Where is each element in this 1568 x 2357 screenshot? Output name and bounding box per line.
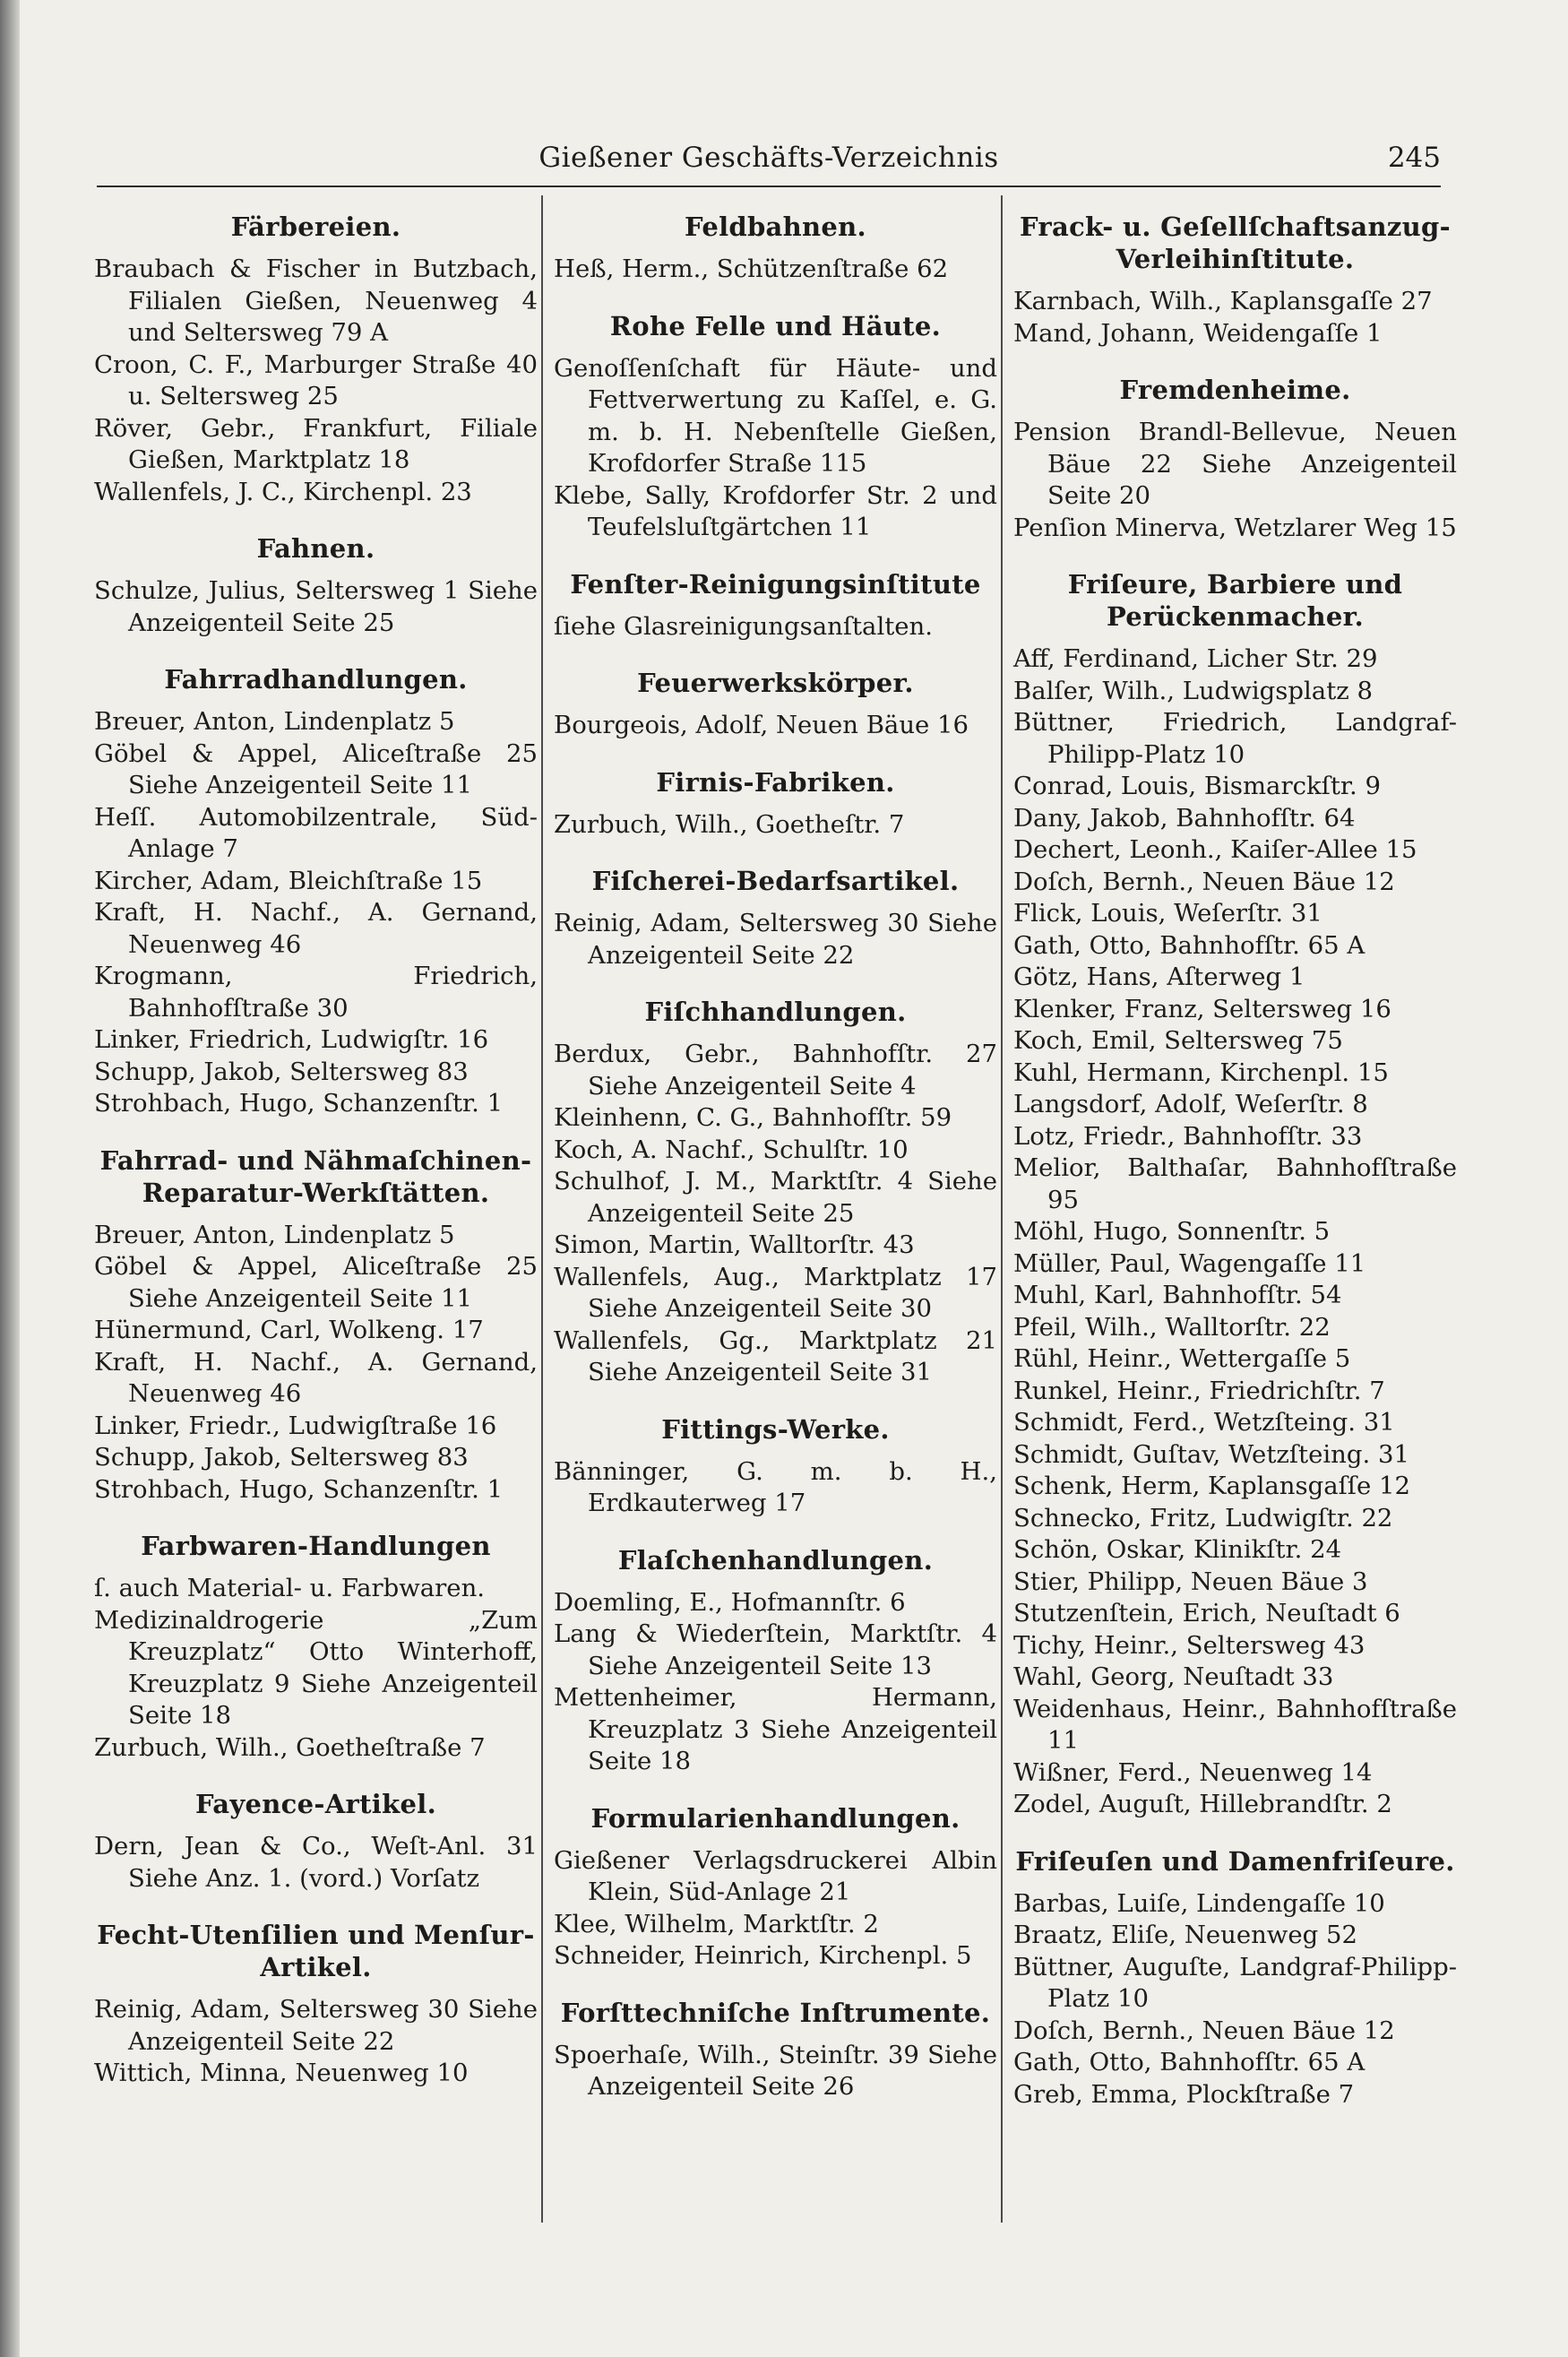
directory-entry: Klee, Wilhelm, Marktſtr. 2	[554, 1909, 879, 1938]
directory-entry: Gath, Otto, Bahnhofſtr. 65 A	[1013, 2048, 1366, 2076]
section-heading: Farbwaren-Handlungen	[141, 1531, 491, 1561]
section-heading: Firnis-Fabriken.	[656, 766, 895, 798]
page-title: Gießener Geschäfts-Verzeichnis	[538, 142, 999, 174]
directory-entry: Schmidt, Ferd., Wetzſteing. 31	[1013, 1408, 1395, 1437]
directory-section	[94, 532, 538, 639]
directory-entry: Kuhl, Hermann, Kirchenpl. 15	[1013, 1058, 1389, 1087]
directory-entry: Schulze, Julius, Seltersweg 1 Siehe Anzeigenteil Seite 25	[94, 576, 538, 637]
directory-entry: Wallenfels, J. C., Kirchenpl. 23	[94, 477, 472, 506]
directory-entry: Hünermund, Carl, Wolkeng. 17	[94, 1316, 484, 1344]
directory-entry: Spoerhaſe, Wilh., Steinſtr. 39 Siehe Anzeigenteil Seite 26	[554, 2040, 997, 2101]
section-heading: Fiſchhandlungen.	[644, 997, 907, 1027]
section-heading: Formularienhandlungen.	[590, 1802, 961, 1834]
directory-entry: Gath, Otto, Bahnhofſtr. 65 A	[1013, 930, 1366, 960]
directory-entry: Röver, Gebr., Frankfurt, Filiale Gießen, Marktplatz 18	[94, 413, 538, 474]
directory-entry: Heß, Herm., Schützenſtraße 62	[554, 255, 949, 283]
section-heading: Friſeuſen und Damenfriſeure.	[1015, 1845, 1455, 1877]
directory-section	[554, 865, 997, 971]
directory-entry: Braubach & Fischer in Butzbach, Filialen Gießen, Neuenweg 4 und Seltersweg 79 A	[94, 255, 538, 347]
directory-section	[94, 1530, 538, 1764]
directory-section	[94, 1919, 538, 2090]
directory-section	[554, 211, 997, 286]
directory-entry: Schenk, Herm, Kaplansgaſſe 12	[1013, 1472, 1410, 1500]
directory-section	[94, 211, 538, 508]
section-heading: Forſttechniſche Inſtrumente.	[560, 1997, 991, 2028]
section-heading: Flaſchenhandlungen.	[617, 1544, 934, 1576]
directory-entry: Barbas, Luiſe, Lindengaſſe 10	[1013, 1888, 1385, 1918]
directory-entry: Rühl, Heinr., Wettergaſſe 5	[1013, 1344, 1351, 1373]
directory-entry: Reinig, Adam, Seltersweg 30 Siehe Anzeigenteil Seite 22	[554, 909, 997, 970]
section-heading: Fiſcherei-Bedarfsartikel.	[591, 866, 960, 896]
directory-entry: Lang & Wiederſtein, Marktſtr. 4 Siehe Anzeigenteil Seite 13	[554, 1619, 997, 1680]
directory-entry: Weidenhaus, Heinr., Bahnhofſtraße 11	[1013, 1694, 1457, 1755]
directory-entry: Klebe, Sally, Krofdorfer Str. 2 und Teufelsluſtgärtchen 11	[554, 480, 997, 541]
directory-entry: Linker, Friedrich, Ludwigſtr. 16	[94, 1025, 489, 1054]
directory-entry: Zurbuch, Wilh., Goetheſtr. 7	[554, 809, 905, 839]
directory-entry: Schupp, Jakob, Seltersweg 83	[94, 1443, 469, 1472]
directory-entry: Runkel, Heinr., Friedrichſtr. 7	[1013, 1376, 1385, 1405]
directory-entry: Koch, Emil, Seltersweg 75	[1013, 1026, 1343, 1055]
directory-entry: ſ. auch Material- u. Farbwaren.	[94, 1574, 486, 1602]
book-spine-edge	[0, 0, 20, 2357]
directory-entry: Melior, Balthaſar, Bahnhofſtraße 95	[1013, 1153, 1457, 1214]
directory-entry: Stier, Philipp, Neuen Bäue 3	[1013, 1567, 1368, 1596]
directory-entry: Büttner, Friedrich, Landgraf-Philipp-Platz 10	[1013, 708, 1457, 769]
directory-entry: Schneider, Heinrich, Kirchenpl. 5	[554, 1941, 972, 1970]
directory-entry: Braatz, Eliſe, Neuenweg 52	[1013, 1921, 1357, 1949]
directory-entry: Schön, Oskar, Klinikſtr. 24	[1013, 1535, 1342, 1564]
directory-entry: Schulhof, J. M., Marktſtr. 4 Siehe Anzeigenteil Seite 25	[554, 1167, 997, 1228]
directory-entry: Wahl, Georg, Neuſtadt 33	[1013, 1662, 1334, 1691]
section-heading: Färbereien.	[230, 212, 401, 242]
directory-entry: Penſion Minerva, Wetzlarer Weg 15	[1013, 513, 1457, 542]
directory-entry: Wittich, Minna, Neuenweg 10	[94, 2059, 469, 2087]
directory-entry: Bourgeois, Adolf, Neuen Bäue 16	[554, 711, 969, 739]
directory-entry: Greb, Emma, Plockſtraße 7	[1013, 2079, 1355, 2109]
section-heading: Fahrrad- und Nähmaſchinen-Reparatur-Werkſtätten.	[99, 1144, 532, 1208]
directory-entry: Kraft, H. Nachf., A. Gernand, Neuenweg 46	[94, 898, 538, 959]
directory-section	[554, 667, 997, 742]
section-heading: Fremdenheime.	[1119, 375, 1351, 405]
section-heading: Fahrradhandlungen.	[164, 664, 468, 695]
directory-entry: Mand, Johann, Weidengaſſe 1	[1013, 318, 1383, 348]
directory-entry: ſiehe Glasreinigungsanſtalten.	[554, 611, 934, 641]
directory-entry: Breuer, Anton, Lindenplatz 5	[94, 1220, 455, 1249]
directory-entry: Simon, Martin, Walltorſtr. 43	[554, 1230, 915, 1259]
directory-entry: Zurbuch, Wilh., Goetheſtraße 7	[94, 1732, 486, 1762]
directory-section	[94, 663, 538, 1120]
directory-entry: Gießener Verlagsdruckerei Albin Klein, Süd-Anlage 21	[554, 1845, 997, 1906]
directory-entry: Büttner, Auguſte, Landgraf-Philipp-Platz 10	[1013, 1952, 1457, 2013]
directory-entry: Doſch, Bernh., Neuen Bäue 12	[1013, 867, 1395, 896]
section-heading: Fahnen.	[256, 533, 375, 564]
directory-section	[554, 996, 997, 1389]
directory-entry: Kleinhenn, C. G., Bahnhofſtr. 59	[554, 1103, 952, 1132]
directory-entry: Zodel, Auguſt, Hillebrandſtr. 2	[1013, 1790, 1392, 1818]
directory-entry: Pfeil, Wilh., Walltorſtr. 22	[1013, 1312, 1331, 1342]
column-divider-2	[1001, 195, 1003, 2223]
directory-section	[1013, 1845, 1457, 2111]
column-divider-1	[541, 195, 543, 2223]
directory-entry: Bänninger, G. m. b. H., Erdkauterweg 17	[554, 1456, 997, 1517]
section-heading: Frack- u. Geſellſchaftsanzug-Verleihinſtitute.	[1020, 212, 1451, 274]
column-1	[94, 202, 538, 2114]
directory-entry: Kraft, H. Nachf., A. Gernand, Neuenweg 46	[94, 1347, 538, 1408]
directory-entry: Genoſſenſchaft für Häute- und Fettverwertung zu Kaſſel, e. G. m. b. H. Nebenſtelle Gießen, Krofdorfer Straße 115	[554, 353, 997, 478]
directory-section	[1013, 568, 1457, 1821]
directory-section	[1013, 211, 1457, 350]
directory-section	[554, 766, 997, 842]
directory-section	[94, 1788, 538, 1895]
directory-entry: Göbel & Appel, Aliceſtraße 25 Siehe Anzeigenteil Seite 11	[94, 738, 538, 799]
directory-entry: Heſſ. Automobilzentrale, Süd-Anlage 7	[94, 802, 538, 863]
directory-entry: Krogmann, Friedrich, Bahnhofſtraße 30	[94, 962, 538, 1023]
directory-entry: Stutzenſtein, Erich, Neuſtadt 6	[1013, 1599, 1400, 1627]
directory-entry: Croon, C. F., Marburger Straße 40 u. Seltersweg 25	[94, 350, 538, 410]
directory-entry: Klenker, Franz, Seltersweg 16	[1013, 994, 1391, 1023]
directory-entry: Götz, Hans, Aſterweg 1	[1013, 963, 1305, 991]
directory-entry: Flick, Louis, Weſerſtr. 31	[1013, 899, 1322, 928]
directory-entry: Conrad, Louis, Bismarckſtr. 9	[1013, 772, 1381, 800]
directory-entry: Mettenheimer, Hermann, Kreuzplatz 3 Siehe Anzeigenteil Seite 18	[554, 1683, 997, 1775]
directory-entry: Schupp, Jakob, Seltersweg 83	[94, 1057, 469, 1086]
section-heading: Fenſter-Reinigungsinſtitute	[570, 568, 981, 600]
directory-entry: Wißner, Ferd., Neuenweg 14	[1013, 1757, 1373, 1787]
directory-entry: Balſer, Wilh., Ludwigsplatz 8	[1013, 676, 1373, 705]
directory-entry: Koch, A. Nachf., Schulſtr. 10	[554, 1135, 909, 1164]
directory-entry: Strohbach, Hugo, Schanzenſtr. 1	[94, 1089, 504, 1118]
directory-section	[554, 1997, 997, 2103]
column-3	[1013, 202, 1457, 2135]
directory-section	[554, 1544, 997, 1778]
directory-section	[554, 1413, 997, 1520]
section-heading: Friſeure, Barbiere und Perückenmacher.	[1067, 569, 1403, 632]
directory-entry: Medizinaldrogerie „Zum Kreuzplatz“ Otto Winterhoff, Kreuzplatz 9 Siehe Anzeigenteil Seite 18	[94, 1605, 538, 1730]
directory-entry: Linker, Friedr., Ludwigſtraße 16	[94, 1411, 497, 1440]
directory-entry: Doemling, E., Hofmannſtr. 6	[554, 1587, 906, 1617]
directory-entry: Aff, Ferdinand, Licher Str. 29	[1013, 644, 1378, 673]
directory-entry: Reinig, Adam, Seltersweg 30 Siehe Anzeigenteil Seite 22	[94, 1995, 538, 2056]
section-heading: Feldbahnen.	[685, 212, 866, 242]
directory-entry: Dany, Jakob, Bahnhofſtr. 64	[1013, 803, 1356, 833]
directory-entry: Göbel & Appel, Aliceſtraße 25 Siehe Anzeigenteil Seite 11	[94, 1252, 538, 1313]
page-header	[97, 134, 1441, 188]
directory-entry: Wallenfels, Gg., Marktplatz 21 Siehe Anzeigenteil Seite 31	[554, 1325, 997, 1386]
header-divider	[97, 186, 1441, 187]
directory-section	[554, 310, 997, 544]
directory-entry: Strohbach, Hugo, Schanzenſtr. 1	[94, 1474, 504, 1504]
directory-entry: Schmidt, Guſtav, Wetzſteing. 31	[1013, 1439, 1409, 1469]
directory-entry: Karnbach, Wilh., Kaplansgaſſe 27	[1013, 287, 1433, 315]
directory-section	[1013, 374, 1457, 544]
section-heading: Fecht-Utenſilien und Menſur-Artikel.	[97, 1920, 535, 1982]
directory-entry: Müller, Paul, Wagengaſſe 11	[1013, 1248, 1366, 1278]
directory-entry: Dern, Jean & Co., Weſt-Anl. 31 Siehe Anz. 1. (vord.) Vorſatz	[94, 1832, 538, 1893]
directory-entry: Wallenfels, Aug., Marktplatz 17 Siehe Anzeigenteil Seite 30	[554, 1262, 997, 1323]
directory-entry: Lotz, Friedr., Bahnhofſtr. 33	[1013, 1121, 1363, 1151]
directory-entry: Berdux, Gebr., Bahnhofſtr. 27 Siehe Anzeigenteil Seite 4	[554, 1040, 997, 1101]
section-heading: Rohe Felle und Häute.	[609, 310, 942, 341]
directory-entry: Doſch, Bernh., Neuen Bäue 12	[1013, 2016, 1395, 2045]
directory-entry: Dechert, Leonh., Kaiſer-Allee 15	[1013, 835, 1417, 864]
directory-entry: Kircher, Adam, Bleichſtraße 15	[94, 866, 483, 895]
directory-entry: Langsdorf, Adolf, Weſerſtr. 8	[1013, 1090, 1368, 1118]
page-number: 245	[1387, 142, 1441, 174]
section-heading: Feuerwerkskörper.	[637, 668, 914, 698]
directory-section	[554, 568, 997, 643]
directory-entry: Möhl, Hugo, Sonnenſtr. 5	[1013, 1217, 1331, 1246]
column-2	[554, 202, 997, 2128]
directory-entry: Schnecko, Fritz, Ludwigſtr. 22	[1013, 1503, 1393, 1532]
section-heading: Fittings-Werke.	[661, 1413, 890, 1445]
directory-entry: Breuer, Anton, Lindenplatz 5	[94, 707, 455, 736]
directory-section	[554, 1802, 997, 1973]
directory-entry: Muhl, Karl, Bahnhofſtr. 54	[1013, 1281, 1342, 1309]
directory-entry: Tichy, Heinr., Seltersweg 43	[1013, 1630, 1366, 1660]
section-heading: Fayence-Artikel.	[195, 1789, 436, 1819]
directory-entry: Pension Brandl-Bellevue, Neuen Bäue 22 Siehe Anzeigenteil Seite 20	[1013, 418, 1457, 510]
directory-section	[94, 1144, 538, 1507]
